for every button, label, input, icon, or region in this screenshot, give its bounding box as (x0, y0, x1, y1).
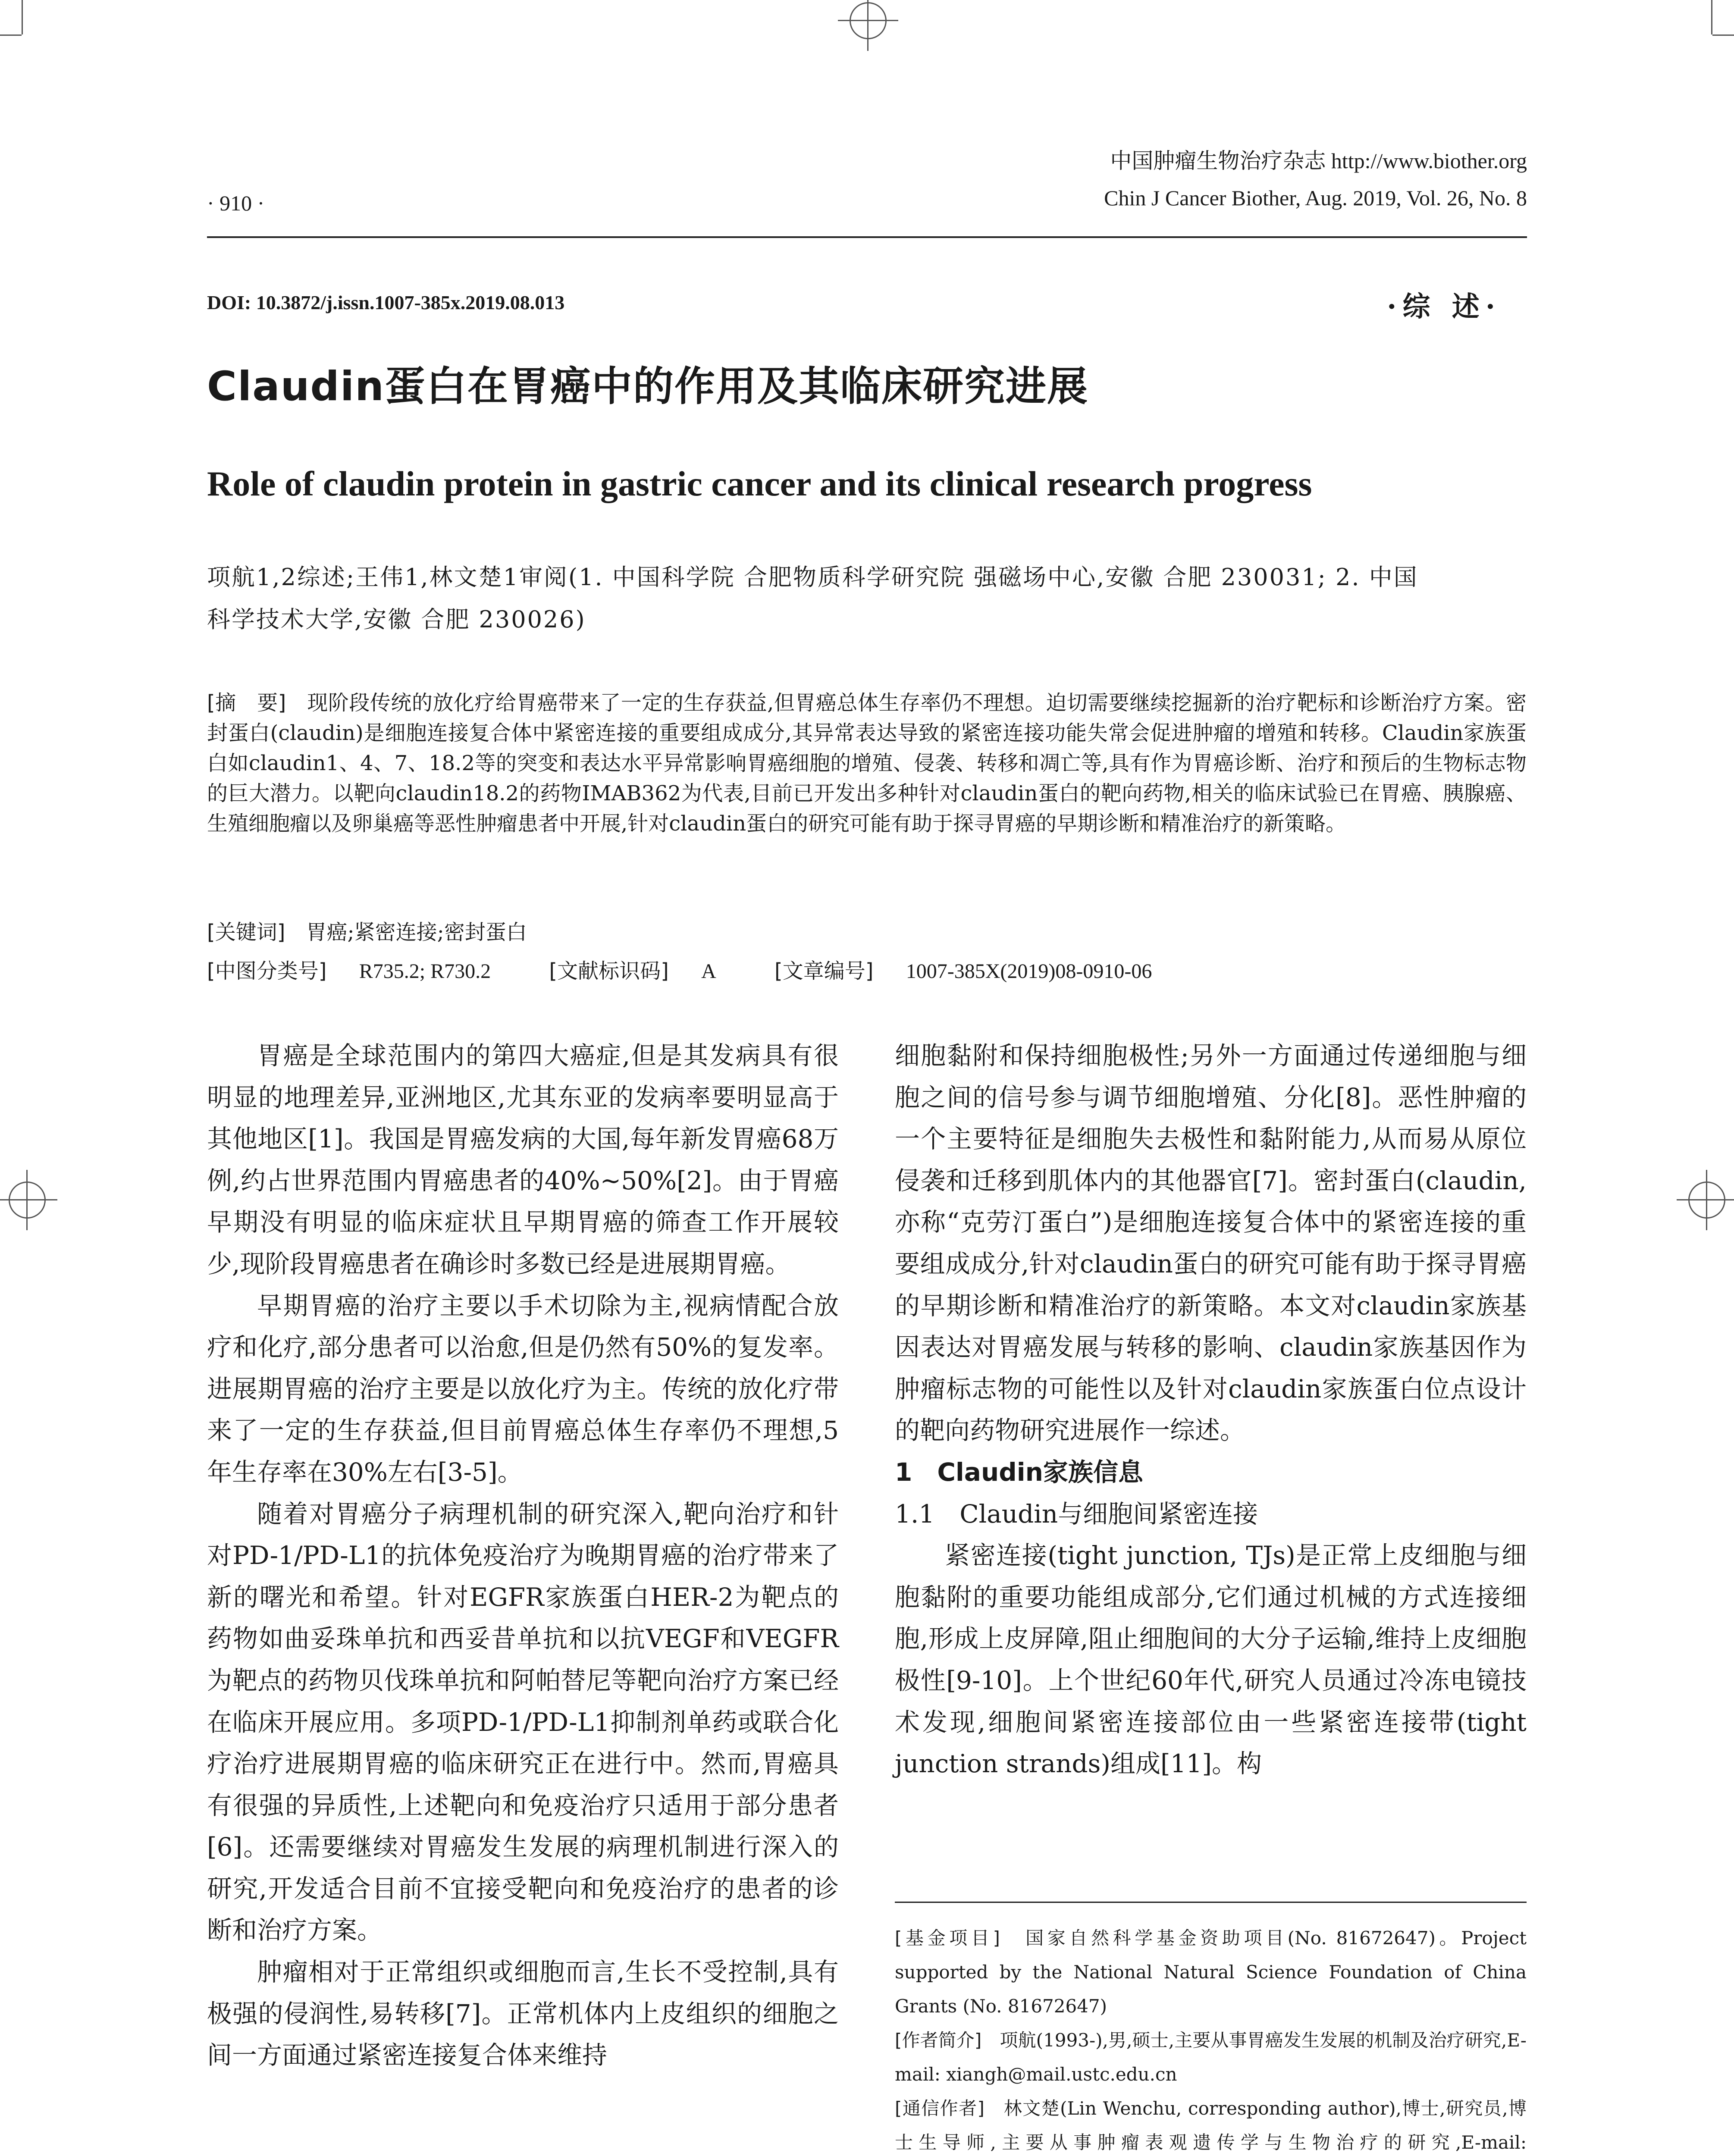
classification-line (207, 955, 1527, 987)
page-number: · 910 · (207, 191, 265, 215)
doc-code-value: A (701, 960, 716, 983)
paragraph: 细胞黏附和保持细胞极性;另外一方面通过传递细胞与细胞之间的信号参与调节细胞增殖、分化[8]。恶性肿瘤的一个主要特征是细胞失去极性和黏附能力,从而易从原位侵袭和迁移到肌体内的其他器官[7]。密封蛋白(claudin,亦称“克劳汀蛋白”)是细胞连接复合体中的紧密连接的重要组成成分,针对claudin蛋白的研究可能有助于探寻胃癌的早期诊断和精准治疗的新策略。本文对claudin家族基因表达对胃癌发展与转移的影响、claudin家族基因作为肿瘤标志物的可能性以及针对claudin家族蛋白位点设计的靶向药物研究进展作一综述。 (895, 1041, 1527, 1445)
author-label: [作者简介] (895, 2030, 982, 2051)
crop-mark-top-right (1712, 34, 1734, 36)
fund-text: 国家自然科学基金资助项目(No. 81672647)。Project supported by the National Natural Science Foundation of China Grants (No. 81672647) (895, 1927, 1527, 2017)
footnote-fund (895, 1921, 1527, 2023)
doc-code-label: [文献标识码] (549, 959, 669, 983)
registration-mark-left (9, 1181, 46, 1219)
fund-label: [基金项目] (895, 1927, 1000, 1949)
title-chinese: Claudin蛋白在胃癌中的作用及其临床研究进展 (207, 363, 1088, 410)
article-number-value: 1007-385X(2019)08-0910-06 (906, 960, 1152, 983)
authors-line-2: 科学技术大学,安徽 合肥 230026) (207, 606, 586, 633)
title-english: Role of claudin protein in gastric cancer and its clinical research progress (207, 464, 1312, 503)
abstract-text: 现阶段传统的放化疗给胃癌带来了一定的生存获益,但胃癌总体生存率仍不理想。迫切需要继续挖掘新的治疗靶标和诊断治疗方案。密封蛋白(claudin)是细胞连接复合体中紧密连接的重要组成成分,其异常表达导致的紧密连接功能失常会促进肿瘤的增殖和转移。Claudin家族蛋白如claudin1、4、7、18.2等的突变和表达水平异常影响胃癌细胞的增殖、侵袭、转移和凋亡等,具有作为胃癌诊断、治疗和预后的生物标志物的巨大潜力。以靶向claudin18.2的药物IMAB362为代表,目前已开发出多种针对claudin蛋白的靶向药物,相关的临床试验已在胃癌、胰腺癌、生殖细胞瘤以及卵巢癌等恶性肿瘤患者中开展,针对claudin蛋白的研究可能有助于探寻胃癌的早期诊断和精准治疗的新策略。 (207, 691, 1527, 836)
footnote-author (895, 2023, 1527, 2091)
authors-line-1: 项航1,2综述;王伟1,林文楚1审阅(1. 中国科学院 合肥物质科学研究院 强磁场中心,安徽 合肥 230031; 2. 中国 (207, 564, 1418, 591)
header-rule (207, 236, 1527, 238)
crop-mark-top-left-v (22, 0, 23, 34)
paragraph: 随着对胃癌分子病理机制的研究深入,靶向治疗和针对PD-1/PD-L1的抗体免疫治疗为晚期胃癌的治疗带来了新的曙光和希望。针对EGFR家族蛋白HER-2为靶点的药物如曲妥珠单抗和西妥昔单抗和以抗VEGF和VEGFR为靶点的药物贝伐珠单抗和阿帕替尼等靶向治疗方案已经在临床开展应用。多项PD-1/PD-L1抑制剂单药或联合化疗治疗进展期胃癌的临床研究正在进行中。然而,胃癌具有很强的异质性,上述靶向和免疫治疗只适用于部分患者[6]。还需要继续对胃癌发生发展的病理机制进行深入的研究,开发适合目前不宜接受靶向和免疫治疗的患者的诊断和治疗方案。 (207, 1499, 839, 1945)
footnotes (895, 1921, 1527, 2156)
clc-label: [中图分类号] (207, 959, 327, 983)
subsection-heading: 1.1 Claudin与细胞间紧密连接 (895, 1499, 1258, 1529)
authors-affiliations (207, 556, 1527, 641)
footnote-corresponding (895, 2091, 1527, 2156)
keywords (207, 916, 1527, 949)
footnote-rule (895, 1902, 1527, 1903)
paragraph: 早期胃癌的治疗主要以手术切除为主,视病情配合放疗和化疗,部分患者可以治愈,但是仍然有50%的复发率。进展期胃癌的治疗主要是以放化疗为主。传统的放化疗带来了一定的生存获益,但目前胃癌总体生存率仍不理想,5年生存率在30%左右[3-5]。 (207, 1291, 839, 1487)
article-number (774, 959, 1178, 983)
corresponding-text: 林文楚(Lin Wenchu, corresponding author),博士,研究员,博士生导师,主要从事肿瘤表观遗传学与生物治疗的研究,E-mail: (895, 2098, 1527, 2153)
author-text: 项航(1993-),男,硕士,主要从事胃癌发生发展的机制及治疗研究,E-mail: xiangh@mail.ustc.edu.cn (895, 2030, 1527, 2085)
keywords-label: [关键词] (207, 920, 285, 944)
paragraph: 肿瘤相对于正常组织或细胞而言,生长不受控制,具有极强的侵润性,易转移[7]。正常机体内上皮组织的细胞之间一方面通过紧密连接复合体来维持 (207, 1957, 839, 2070)
journal-en: Chin J Cancer Biother, Aug. 2019, Vol. 26, No. 8 (1104, 186, 1527, 210)
article-number-label: [文章编号] (774, 959, 874, 983)
body-column-left (207, 1035, 839, 2076)
journal-info (1104, 142, 1527, 216)
registration-mark-right (1688, 1181, 1725, 1219)
paragraph: 胃癌是全球范围内的第四大癌症,但是其发病具有很明显的地理差异,亚洲地区,尤其东亚的发病率要明显高于其他地区[1]。我国是胃癌发病的大国,每年新发胃癌68万例,约占世界范围内胃癌患者的40%~50%[2]。由于胃癌早期没有明显的临床症状且早期胃癌的筛查工作开展较少,现阶段胃癌患者在确诊时多数已经是进展期胃癌。 (207, 1041, 839, 1279)
registration-mark-top (850, 2, 887, 39)
clc (207, 959, 517, 983)
journal-cn-url: 中国肿瘤生物治疗杂志 http://www.biother.org (1110, 149, 1527, 173)
paragraph: 紧密连接(tight junction, TJs)是正常上皮细胞与细胞黏附的重要功能组成部分,它们通过机械的方式连接细胞,形成上皮屏障,阻止细胞间的大分子运输,维持上皮细胞极性[9-10]。上个世纪60年代,研究人员通过冷冻电镜技术发现,细胞间紧密连接部位由一些紧密连接带(tight junction strands)组成[11]。构 (895, 1541, 1527, 1779)
crop-mark-top-left (0, 34, 22, 36)
abstract-label: [摘 要] (207, 691, 286, 715)
keywords-text: 胃癌;紧密连接;密封蛋白 (306, 920, 527, 944)
doi: DOI: 10.3872/j.issn.1007-385x.2019.08.013 (207, 291, 565, 313)
section-tag: ·综 述· (1387, 291, 1501, 323)
corresponding-label: [通信作者] (895, 2098, 985, 2119)
section-heading: 1 Claudin家族信息 (895, 1457, 1143, 1487)
doc-code (549, 959, 742, 983)
running-header (207, 138, 1527, 224)
body-column-right (895, 1035, 1527, 1785)
crop-mark-top-right-v (1711, 0, 1712, 34)
clc-value: R735.2; R730.2 (359, 960, 491, 983)
abstract (207, 688, 1527, 839)
